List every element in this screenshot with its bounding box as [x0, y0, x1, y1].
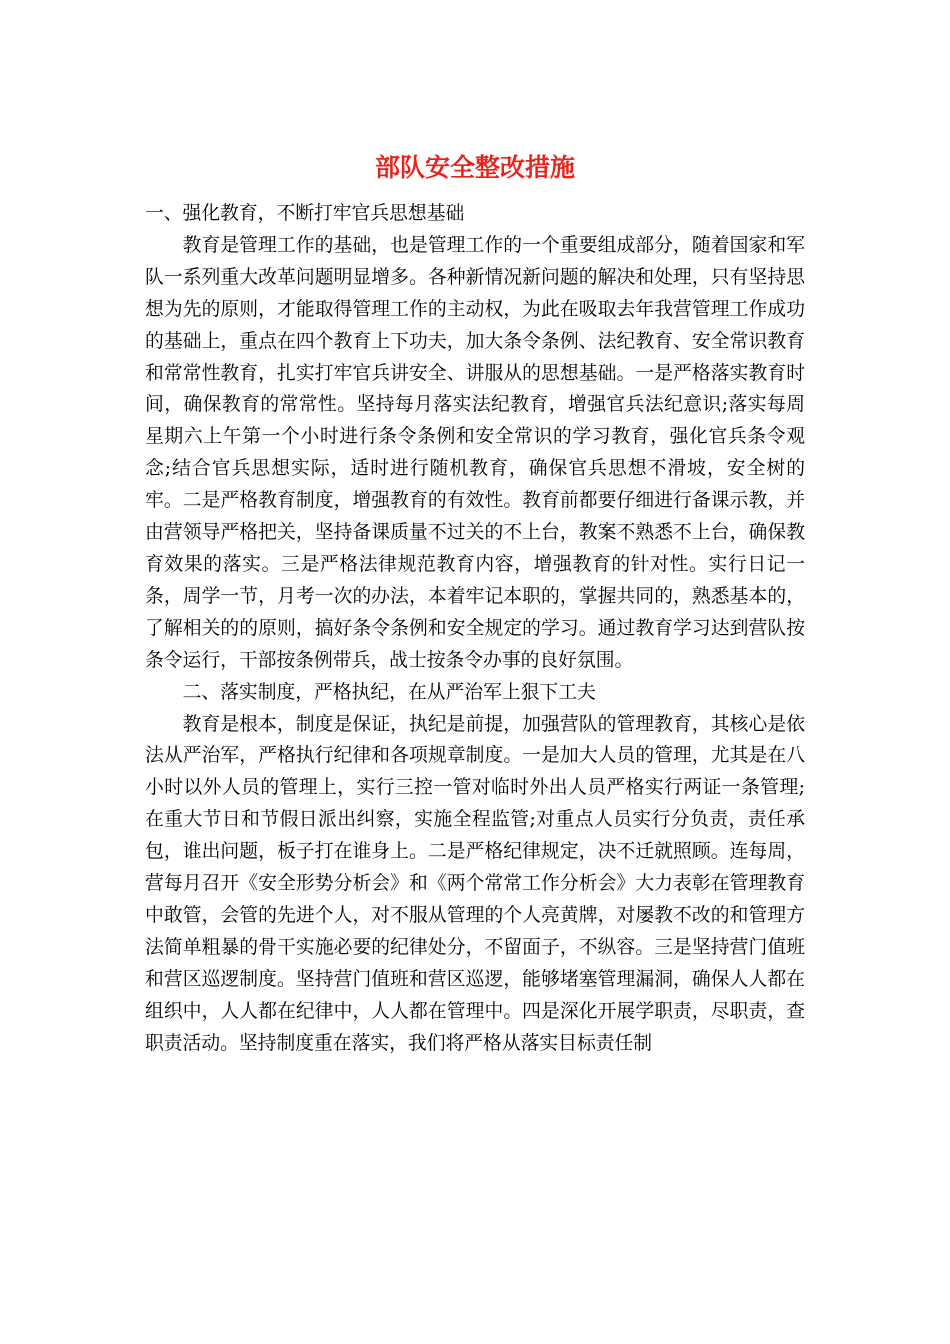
section-heading-1: 一、强化教育，不断打牢官兵思想基础 [145, 203, 465, 224]
document-title: 部队安全整改措施 [374, 153, 575, 182]
document-body [145, 198, 805, 1059]
section-heading-2: 二、落实制度，严格执纪，在从严治军上狠下工夫 [182, 681, 596, 703]
section-paragraph-2: 教育是根本，制度是保证，执纪是前提，加强营队的管理教育，其核心是依法从严治军，严格执行纪律和各项规章制度。一是加大人员的管理，尤其是在八小时以外人员的管理上，实行三控一管对临时外出人员严格实行两证一条管理;在重大节日和节假日派出纠察，实施全程监管;对重点人员实行分负责，责任承包，谁出问题，板子打在谁身上。二是严格纪律规定，决不迁就照顾。连每周，营每月召开《安全形势分析会》和《两个常常工作分析会》大力表彰在管理教育中敢管，会管的先进个人，对不服从管理的个人亮黄牌，对屡教不改的和管理方法简单粗暴的骨干实施必要的纪律处分，不留面子，不纵容。三是坚持营门值班和营区巡逻制度。坚持营门值班和营区巡逻，能够堵塞管理漏洞，确保人人都在组织中，人人都在纪律中，人人都在管理中。四是深化开展学职责，尽职责，查职责活动。坚持制度重在落实，我们将严格从落实目标责任制 [145, 713, 805, 1054]
section-paragraph-1: 教育是管理工作的基础，也是管理工作的一个重要组成部分，随着国家和军队一系列重大改革问题明显增多。各种新情况新问题的解决和处理，只有坚持思想为先的原则，才能取得管理工作的主动权，为此在吸取去年我营管理工作成功的基础上，重点在四个教育上下功夫，加大条令条例、法纪教育、安全常识教育和常常性教育，扎实打牢官兵讲安全、讲服从的思想基础。一是严格落实教育时间，确保教育的常常性。坚持每月落实法纪教育，增强官兵法纪意识;落实每周星期六上午第一个小时进行条令条例和安全常识的学习教育，强化官兵条令观念;结合官兵思想实际，适时进行随机教育，确保官兵思想不滑坡，安全树的牢。二是严格教育制度，增强教育的有效性。教育前都要仔细进行备课示教，并由营领导严格把关，坚持备课质量不过关的不上台，教案不熟悉不上台，确保教育效果的落实。三是严格法律规范教育内容，增强教育的针对性。实行日记一条，周学一节，月考一次的办法，本着牢记本职的，掌握共同的，熟悉基本的，了解相关的的原则，搞好条令条例和安全规定的学习。通过教育学习达到营队按条令运行，干部按条例带兵，战士按条令办事的良好氛围。 [145, 234, 805, 671]
